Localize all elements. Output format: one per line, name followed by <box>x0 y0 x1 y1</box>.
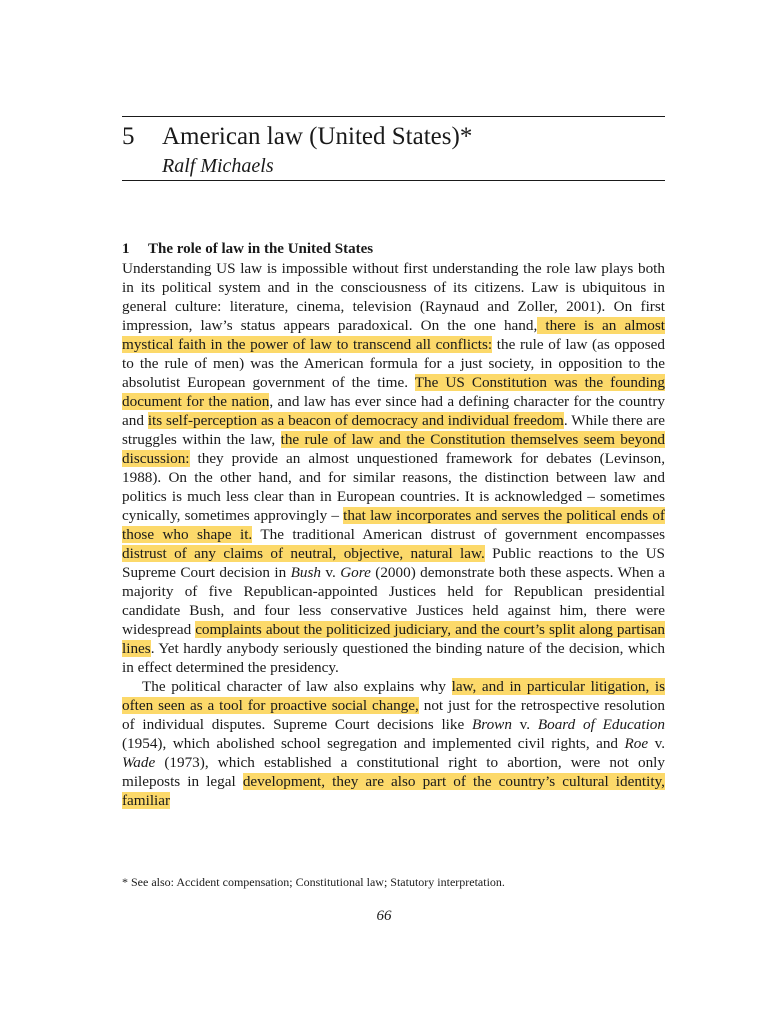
case-name: Roe <box>624 735 649 752</box>
highlighted-text: The US Constitution was the founding document for the nation <box>122 374 665 410</box>
text-run: v. <box>648 735 665 752</box>
highlighted-text: law, and in particular litigation, is often seen as a tool for proactive social change, <box>122 678 665 714</box>
text-run: (1954), which abolished school segregation and implemented civil rights, and <box>122 735 625 752</box>
highlighted-text: development, they are also part of the country’s cultural identity, familiar <box>122 773 665 809</box>
section-number: 1 <box>122 241 130 257</box>
highlighted-text: the rule of law and the Constitution themselves seem beyond discussion: <box>122 431 666 467</box>
case-name: Wade <box>122 754 156 771</box>
paragraph <box>122 677 665 810</box>
text-run: the rule of law (as opposed to the rule of men) was the American formula for a just society, in opposition to the absolutist European government of the time. <box>122 336 665 391</box>
text-run: v. <box>511 716 538 733</box>
paragraph <box>122 259 665 677</box>
body-text <box>122 259 665 810</box>
text-run: Understanding US law is impossible without first understanding the role law plays both in its political system and in the consciousness of its citizens. Law is ubiquitous in general culture: literature, cinema, television (Raynaud and Zoller, 2001). On first impression, law’s status appears paradoxical. On the one hand, <box>122 260 665 334</box>
case-name: Brown <box>471 716 512 733</box>
highlighted-text: complaints about the politicized judiciary, and the court’s split along partisan lines <box>122 621 665 657</box>
section-heading <box>122 240 373 259</box>
text-run: , and law has ever since had a defining character for the country and <box>122 393 665 429</box>
case-name: Gore <box>340 564 371 581</box>
text-run: . While there are struggles within the law, <box>122 412 665 448</box>
chapter-title-line <box>122 122 665 152</box>
highlighted-text: there is an almost mystical faith in the power of law to transcend all conflicts: <box>122 317 665 353</box>
chapter-author: Ralf Michaels <box>162 155 274 177</box>
text-run: Public reactions to the US Supreme Court decision in <box>122 545 665 581</box>
footnote: * See also: Accident compensation; Constitutional law; Statutory interpretation. <box>122 875 505 889</box>
chapter-number: 5 <box>122 123 135 150</box>
text-run: (1973), which established a constitutional right to abortion, were not only mileposts in legal <box>122 754 665 790</box>
highlighted-text: that law incorporates and serves the political ends of those who shape it. <box>122 507 665 543</box>
bottom-rule <box>122 180 665 181</box>
text-run: . Yet hardly anybody seriously questioned the binding nature of the decision, which in effect determined the presidency. <box>122 640 665 676</box>
chapter-title: American law (United States)* <box>162 123 473 150</box>
text-run: not just for the retrospective resolution of individual disputes. Supreme Court decisions like <box>122 697 665 733</box>
chapter-heading <box>122 122 665 180</box>
text-run: (2000) demonstrate both these aspects. When a majority of five Republican-appointed Justices held for Republican presidential candidate Bush, and four less conservative Justices held against him, there were widespread <box>122 564 665 638</box>
section-title: The role of law in the United States <box>148 241 374 257</box>
text-run: The traditional American distrust of government encompasses <box>252 526 666 543</box>
text-run: The political character of law also explains why <box>142 678 452 695</box>
highlighted-text: distrust of any claims of neutral, objective, natural law. <box>122 545 485 562</box>
top-rule <box>122 116 665 117</box>
text-run: v. <box>321 564 341 581</box>
highlighted-text: its self-perception as a beacon of democracy and individual freedom <box>147 412 564 429</box>
page-number: 66 <box>376 908 392 924</box>
case-name: Bush <box>290 564 321 581</box>
case-name: Board of Education <box>537 716 665 733</box>
text-run: they provide an almost unquestioned framework for debates (Levinson, 1988). On the other hand, and for similar reasons, the distinction between law and politics is much less clear than in European countries. It is acknowledged – sometimes cynically, sometimes approvingly – <box>122 450 665 524</box>
